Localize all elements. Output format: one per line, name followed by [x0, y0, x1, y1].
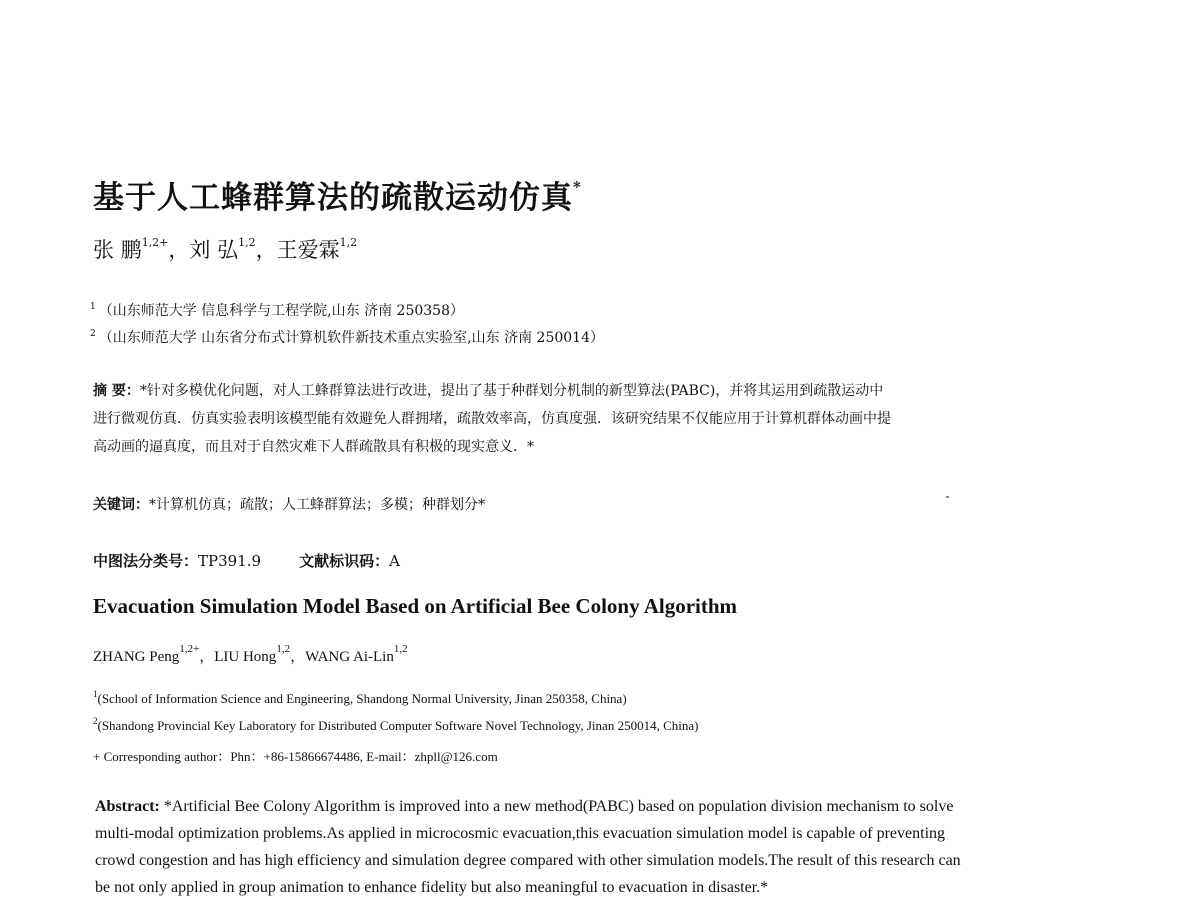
- english-authors: [93, 645, 408, 666]
- affiliation-number: 1: [93, 689, 98, 699]
- chinese-affiliation: [90, 327, 604, 347]
- author-affiliation-mark: 1,2: [238, 236, 256, 249]
- affiliation-text: (Shandong Provincial Key Laboratory for Distributed Computer Software Novel Technology, Jinan 250014, China): [97, 718, 699, 733]
- title-footnote-mark: *: [573, 178, 582, 196]
- author-affiliation-mark: 1,2: [393, 643, 408, 655]
- author-affiliation-mark: 1,2: [276, 643, 291, 655]
- author-name: 刘 弘: [189, 238, 239, 262]
- english-title: Evacuation Simulation Model Based on Artificial Bee Colony Algorithm: [93, 594, 738, 618]
- english-abstract-line: [95, 798, 953, 816]
- author-affiliation-mark: 1,2+: [141, 236, 169, 249]
- keywords-text: *计算机仿真；疏散；人工蜂群算法；多模；种群划分*: [149, 497, 485, 513]
- author-separator: ，: [168, 238, 190, 262]
- chinese-abstract-label: 摘 要：: [93, 383, 140, 399]
- affiliation-text: （山东师范大学 山东省分布式计算机软件新技术重点实验室,山东 济南 250014）: [98, 330, 604, 346]
- chinese-title-text: 基于人工蜂群算法的疏散运动仿真: [93, 180, 573, 216]
- chinese-abstract-line: 进行微观仿真．仿真实验表明该模型能有效避免人群拥堵，疏散效率高，仿真度强．该研究结果不仅能应用于计算机群体动画中提: [93, 411, 891, 427]
- chinese-title: [93, 172, 582, 217]
- keywords-label: 关键词：: [93, 497, 149, 513]
- chinese-abstract-line: 高动画的逼真度，而且对于自然灾难下人群疏散具有积极的现实意义．*: [93, 439, 534, 455]
- english-affiliation: [93, 718, 698, 734]
- author-separator: ，: [199, 649, 215, 665]
- author-name: 张 鹏: [93, 238, 142, 262]
- document-code-value: A: [389, 552, 400, 570]
- affiliation-number: 2: [90, 329, 96, 339]
- english-abstract-line: be not only applied in group animation to enhance fidelity but also meaningful to evacuation in disaster.*: [95, 879, 769, 896]
- chinese-affiliation: [90, 300, 464, 320]
- clc-value: TP391.9: [198, 552, 262, 570]
- english-abstract-label: Abstract:: [95, 798, 160, 815]
- corresponding-author: + Corresponding author：Phn：+86-15866674486, E-mail：zhpll@126.com: [93, 749, 498, 764]
- affiliation-number: 1: [90, 302, 96, 312]
- affiliation-text: (School of Information Science and Engineering, Shandong Normal University, Jinan 250358, China): [97, 691, 627, 706]
- affiliation-text: （山东师范大学 信息科学与工程学院,山东 济南 250358）: [98, 303, 464, 319]
- chinese-keywords: [93, 494, 485, 514]
- author-name: LIU Hong: [214, 649, 277, 665]
- document-code-label: 文献标识码：: [299, 552, 390, 570]
- author-separator: ，: [290, 649, 306, 665]
- clc-label: 中图法分类号：: [93, 552, 199, 570]
- english-abstract-line: crowd congestion and has high efficiency and simulation degree compared with other simulation models.The result of this research can: [95, 852, 961, 869]
- english-abstract-line: multi-modal optimization problems.As applied in microcosmic evacuation,this evacuation simulation model is capable of preventing: [95, 825, 946, 842]
- affiliation-number: 2: [93, 716, 98, 726]
- author-name: ZHANG Peng: [93, 649, 180, 665]
- chinese-abstract-text: *针对多模优化问题，对人工蜂群算法进行改进，提出了基于种群划分机制的新型算法(PABC)，并将其运用到疏散运动中: [139, 383, 884, 399]
- english-affiliation: [93, 691, 627, 707]
- english-abstract-text: *Artificial Bee Colony Algorithm is improved into a new method(PABC) based on population division mechanism to solve: [159, 798, 954, 815]
- classification-line: [93, 550, 400, 571]
- author-affiliation-mark: 1,2: [339, 236, 358, 249]
- chinese-authors: [93, 234, 357, 264]
- author-name: WANG Ai-Lin: [305, 649, 394, 665]
- author-name: 王爱霖: [276, 238, 340, 262]
- author-separator: ，: [255, 238, 277, 262]
- scan-speck: [946, 496, 949, 498]
- author-affiliation-mark: 1,2+: [179, 643, 200, 655]
- chinese-abstract-line: [93, 380, 883, 400]
